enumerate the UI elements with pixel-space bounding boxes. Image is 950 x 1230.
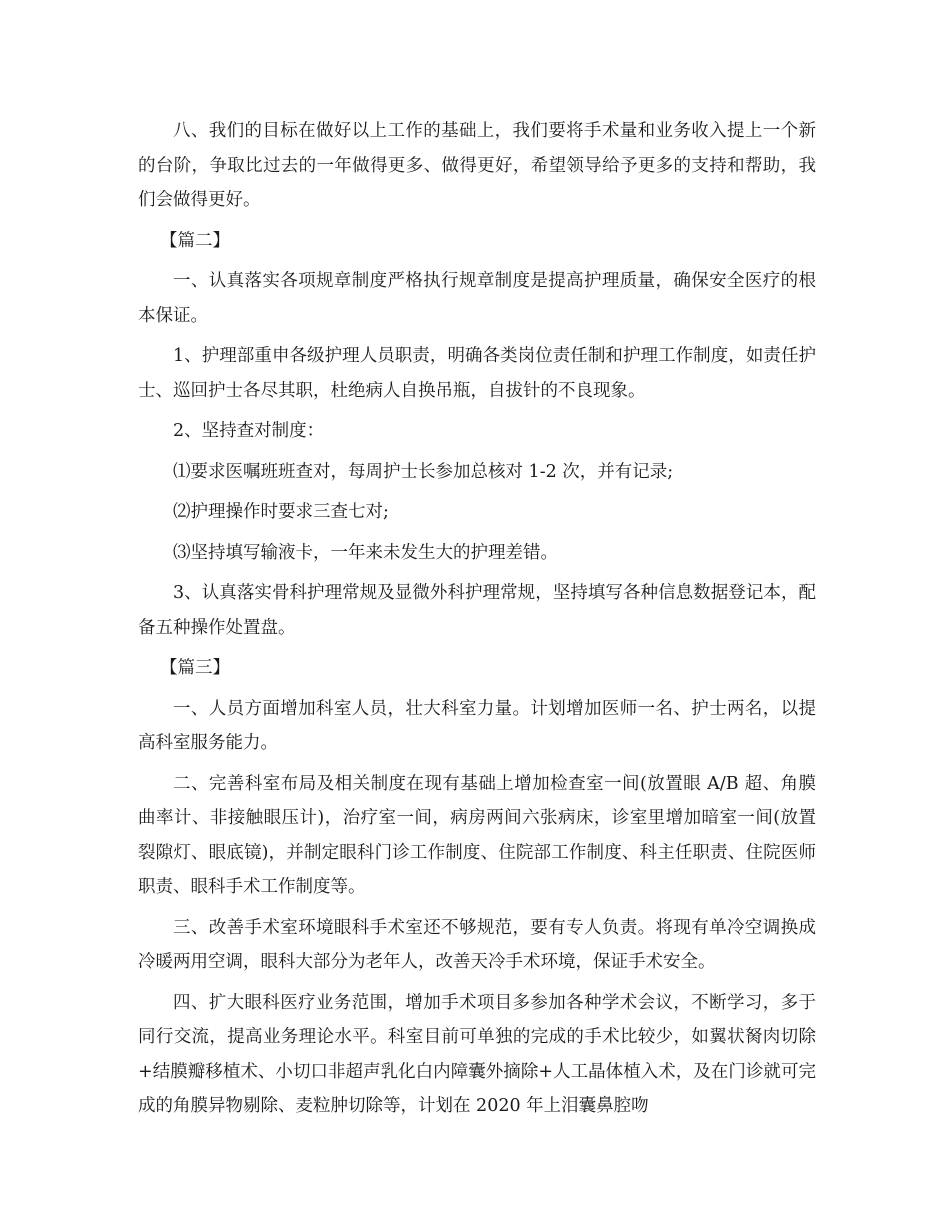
paragraph-scope: 四、扩大眼科医疗业务范围，增加手术项目多参加各种学术会议，不断学习，多于同行交流，提高业务理论水平。科室目前可单独的完成的手术比较少，如翼状胬肉切除+结膜瓣移植术、小切口非超声乳化白内障囊外摘除+人工晶体植入术，及在门诊就可完成的角膜异物剔除、麦粒肿切除等，计划在 2020 年上泪囊鼻腔吻 — [138, 992, 816, 1116]
paragraph-rules: 一、认真落实各项规章制度严格执行规章制度是提高护理质量，确保安全医疗的根本保证。 — [138, 271, 816, 326]
section-heading-part-2: 【篇二】 — [160, 230, 230, 251]
paragraph-orthopedic-care: 3、认真落实骨科护理常规及显微外科护理常规，坚持填写各种信息数据登记本，配备五种操作处置盘。 — [138, 583, 816, 638]
list-item-check-1: ⑴要求医嘱班班查对，每周护士长参加总核对 1-2 次，并有记录; — [173, 461, 674, 482]
list-item-check-2: ⑵护理操作时要求三查七对; — [173, 502, 389, 522]
paragraph-duties: 1、护理部重申各级护理人员职责，明确各类岗位责任制和护理工作制度，如责任护士、巡回护士各尽其职，杜绝病人自换吊瓶，自拔针的不良现象。 — [138, 346, 816, 401]
paragraph-operating-room: 三、改善手术室环境眼科手术室还不够规范，要有专人负责。将现有单冷空调换成冷暖两用空调，眼科大部分为老年人，改善天冷手术环境，保证手术安全。 — [138, 917, 816, 972]
section-heading-part-3: 【篇三】 — [160, 658, 230, 678]
paragraph-layout: 二、完善科室布局及相关制度在现有基础上增加检查室一间(放置眼 A/B 超、角膜曲率计、非接触眼压计)，治疗室一间，病房两间六张病床，诊室里增加暗室一间(放置裂隙灯、眼底镜)，并制定眼科门诊工作制度、住院部工作制度、科主任职责、住院医师职责、眼科手术工作制度等。 — [138, 773, 816, 897]
paragraph-staffing: 一、人员方面增加科室人员，壮大科室力量。计划增加医师一名、护士两名，以提高科室服务能力。 — [138, 698, 816, 753]
document-body — [138, 114, 816, 1130]
paragraph-item-8: 八、我们的目标在做好以上工作的基础上，我们要将手术量和业务收入提上一个新的台阶，争取比过去的一年做得更多、做得更好，希望领导给予更多的支持和帮助，我们会做得更好。 — [138, 121, 816, 210]
list-item-check-3: ⑶坚持填写输液卡，一年来未发生大的护理差错。 — [173, 542, 558, 563]
paragraph-check-system: 2、坚持查对制度： — [173, 421, 325, 441]
